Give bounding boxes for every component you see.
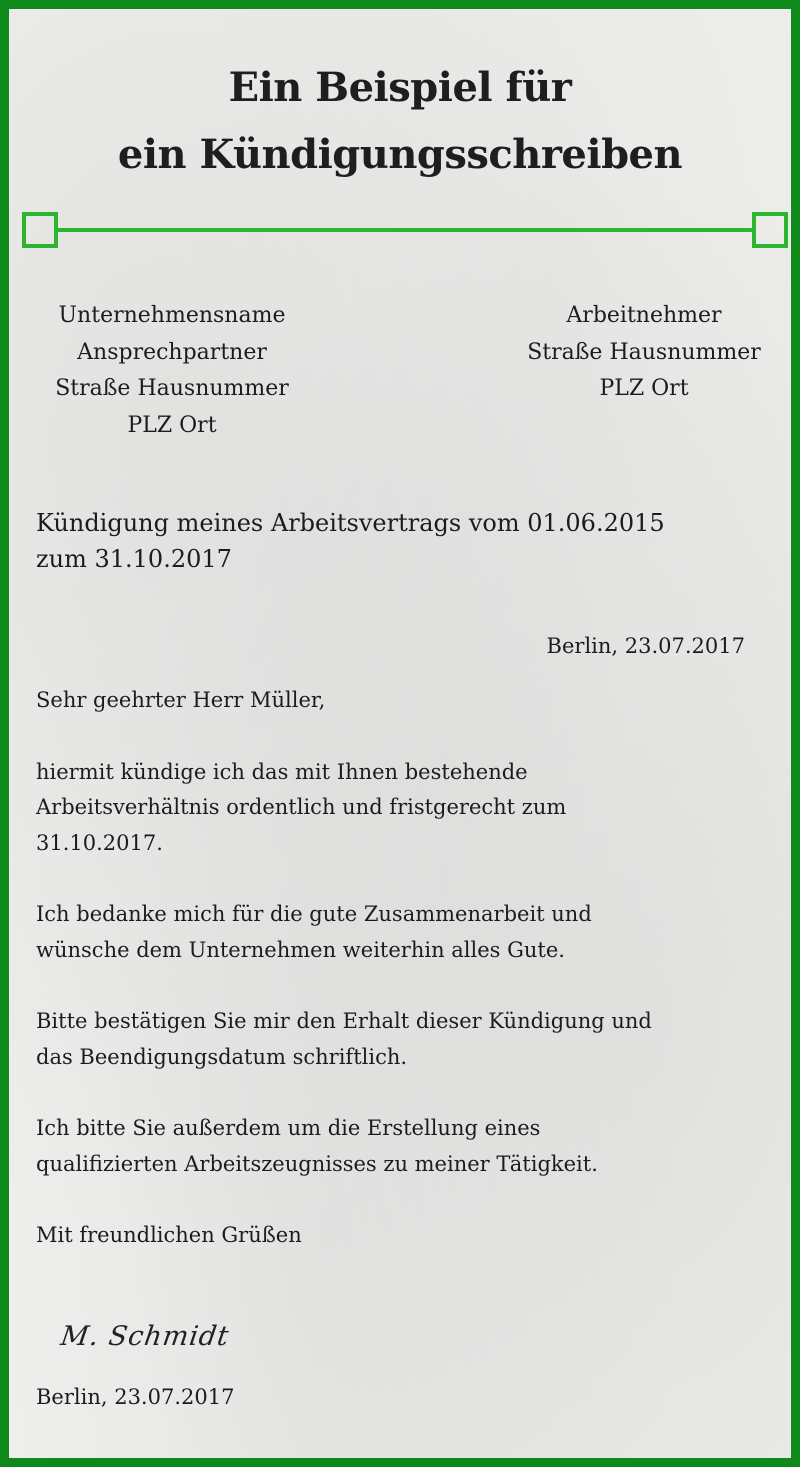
paragraph-line: hiermit kündige ich das mit Ihnen bestehende	[36, 759, 528, 784]
place-date: Berlin, 23.07.2017	[546, 634, 745, 658]
paragraph-termination	[36, 755, 786, 862]
sender-company: Unternehmensname	[58, 303, 286, 328]
sender-street: Straße Hausnummer	[55, 376, 289, 401]
page-title	[9, 54, 791, 188]
recipient-city: PLZ Ort	[599, 376, 689, 401]
paragraph-line: Ich bitte Sie außerdem um die Erstellung eines	[36, 1116, 541, 1140]
footer-date: Berlin, 23.07.2017	[36, 1385, 235, 1409]
title-line-2: ein Kündigungsschreiben	[117, 131, 683, 178]
sender-city: PLZ Ort	[127, 412, 217, 438]
salutation-text: Sehr geehrter Herr Müller,	[36, 688, 326, 712]
recipient-street: Straße Hausnummer	[527, 339, 761, 365]
recipient-name: Arbeitnehmer	[566, 303, 722, 328]
paragraph-line: Ich bedanke mich für die gute Zusammenarbeit und	[36, 902, 592, 926]
sender-address	[27, 298, 317, 444]
paragraph-thanks	[36, 897, 786, 968]
paragraph-line: 31.10.2017.	[36, 830, 163, 855]
title-line-1: Ein Beispiel für	[228, 64, 572, 111]
closing-text: Mit freundlichen Grüßen	[36, 1223, 302, 1247]
paragraph-line: wünsche dem Unternehmen weiterhin alles Gute.	[36, 937, 565, 962]
title-divider	[22, 212, 788, 248]
signature: M. Schmidt	[58, 1321, 232, 1352]
paragraph-line: das Beendigungsdatum schriftlich.	[36, 1044, 408, 1069]
paragraph-reference	[36, 1111, 786, 1182]
closing	[36, 1218, 786, 1254]
sender-contact: Ansprechpartner	[77, 339, 267, 365]
subject-line-2: zum 31.10.2017	[36, 545, 232, 573]
subject-line-1: Kündigung meines Arbeitsvertrags vom 01.06.2015	[36, 509, 665, 537]
paragraph-line: Bitte bestätigen Sie mir den Erhalt dieser Kündigung und	[36, 1009, 652, 1033]
paragraph-line: qualifizierten Arbeitszeugnisses zu meiner Tätigkeit.	[36, 1151, 598, 1176]
salutation	[36, 683, 786, 719]
subject-line	[36, 505, 665, 577]
letter-body	[36, 683, 786, 1290]
recipient-address	[499, 298, 789, 408]
paragraph-confirmation	[36, 1004, 786, 1075]
paragraph-line: Arbeitsverhältnis ordentlich und fristgerecht zum	[36, 795, 567, 819]
